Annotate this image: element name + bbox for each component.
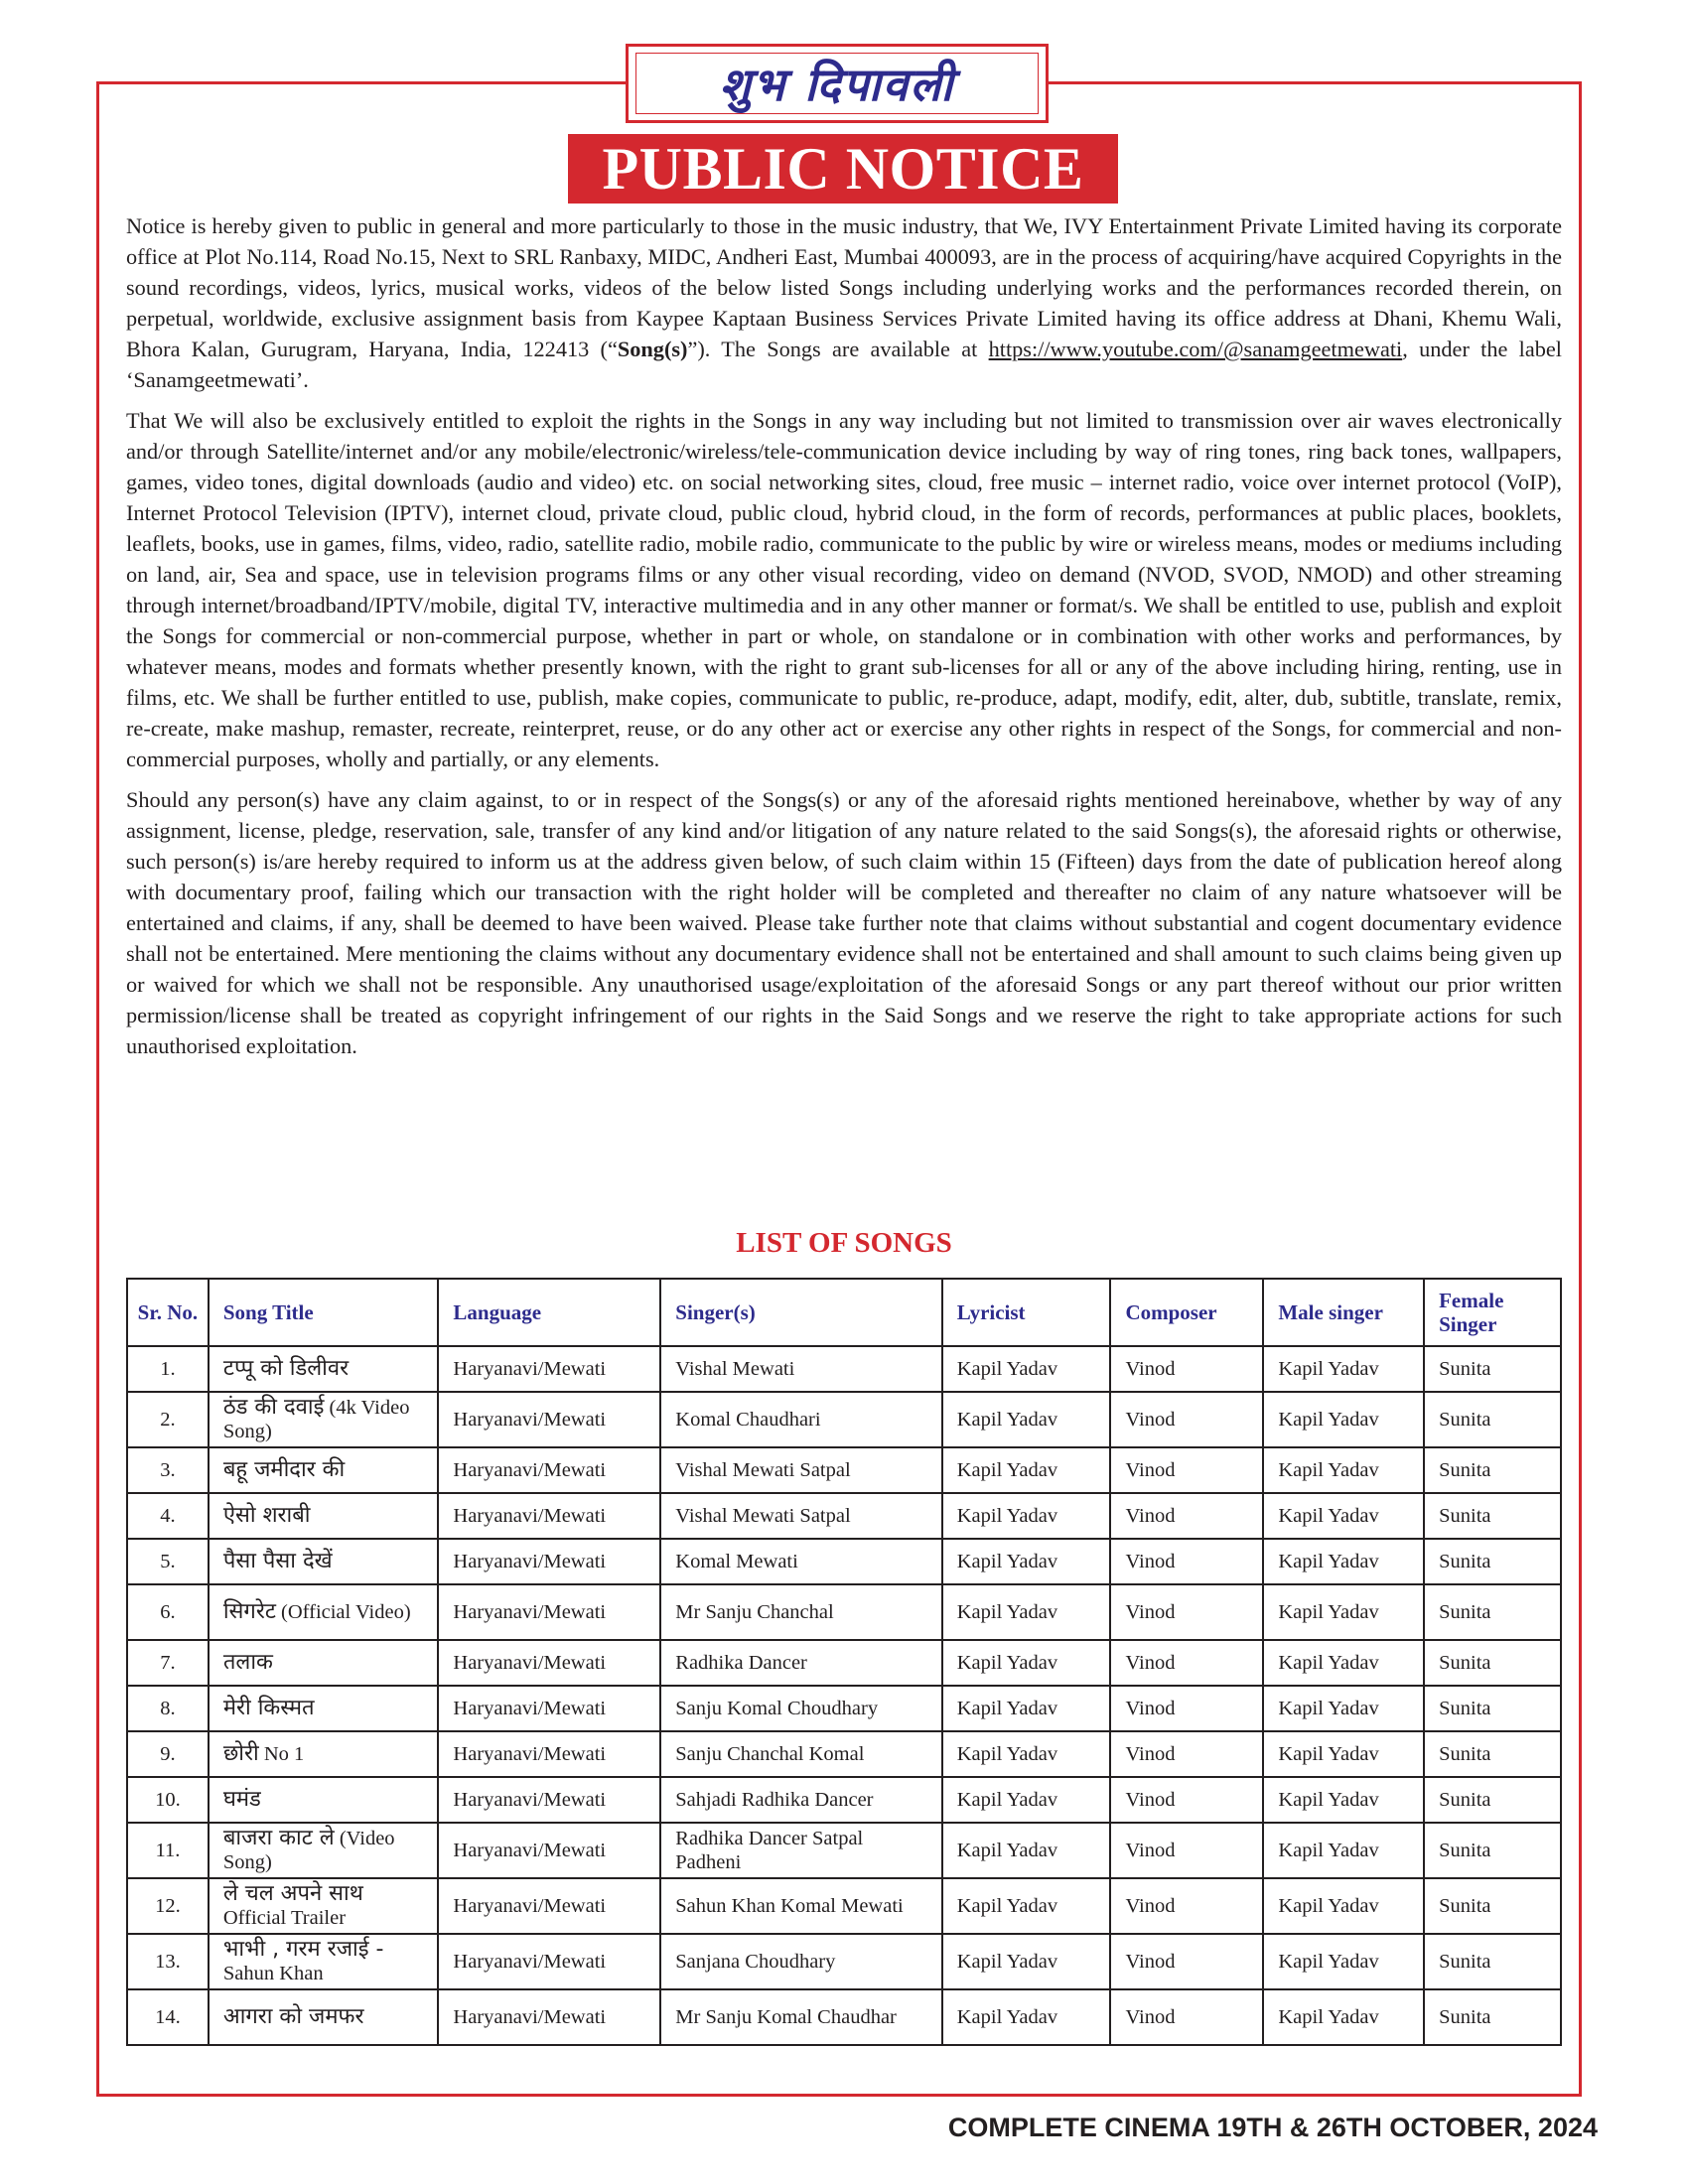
cell-sr-no: 4. [127, 1493, 209, 1539]
cell-male-singer: Kapil Yadav [1263, 1539, 1424, 1584]
cell-composer: Vinod [1110, 1493, 1263, 1539]
cell-song-title [209, 1539, 439, 1584]
para1-text-c: , under the label ‘Sanamgeetmewati’. [126, 337, 1562, 392]
table-row [127, 1686, 1561, 1731]
songs-heading: LIST OF SONGS [736, 1227, 952, 1259]
cell-song-title [209, 1447, 439, 1493]
song-title-suffix: (Official Video) [275, 1601, 411, 1623]
song-title-suffix: No 1 [258, 1743, 305, 1765]
cell-sr-no: 8. [127, 1686, 209, 1731]
cell-singers: Sanju Chanchal Komal [660, 1731, 941, 1777]
cell-sr-no: 3. [127, 1447, 209, 1493]
column-header-singers: Singer(s) [660, 1279, 941, 1346]
notice-paragraph-1 [126, 210, 1562, 395]
cell-sr-no: 10. [127, 1777, 209, 1823]
cell-language: Haryanavi/Mewati [438, 1731, 660, 1777]
song-title-hindi: छोरी [222, 1741, 259, 1766]
cell-language: Haryanavi/Mewati [438, 1640, 660, 1686]
cell-male-singer: Kapil Yadav [1263, 1823, 1424, 1878]
cell-female-singer: Sunita [1424, 1878, 1561, 1934]
cell-composer: Vinod [1110, 1640, 1263, 1686]
cell-lyricist: Kapil Yadav [942, 1686, 1111, 1731]
table-row [127, 1731, 1561, 1777]
notice-paragraph-3: Should any person(s) have any claim against, to or in respect of the Songs(s) or any of the aforesaid rights mentioned hereinabove, whether by way of any assignment, license, pledge, reservation, sale, transfer of any kind and/or litigation of any nature related to the said Songs(s), the aforesaid rights or otherwise, such person(s) is/are hereby required to inform us at the address given below, of such claim within 15 (Fifteen) days from the date of publication hereof along with documentary proof, failing which our transaction with the right holder will be completed and thereafter no claim of any nature whatsoever will be entertained and claims, if any, shall be deemed to have been waived. Please take further note that claims without substantial and cogent documentary evidence shall not be entertained. Mere mentioning the claims without any documentary evidence shall not be entertained and shall amount to such claims being given up or waived for which we shall not be responsible. Any unauthorised usage/exploitation of the aforesaid Songs or any part thereof without our prior written permission/license shall be treated as copyright infringement of our rights in the Said Songs and we reserve the right to take appropriate actions for such unauthorised exploitation. [126, 787, 1562, 1058]
cell-composer: Vinod [1110, 1584, 1263, 1640]
cell-song-title [209, 1584, 439, 1640]
cell-composer: Vinod [1110, 1934, 1263, 1989]
cell-female-singer: Sunita [1424, 1493, 1561, 1539]
cell-lyricist: Kapil Yadav [942, 1539, 1111, 1584]
cell-language: Haryanavi/Mewati [438, 1686, 660, 1731]
para1-text-b: ”). The Songs are available at [687, 337, 989, 361]
table-row [127, 1777, 1561, 1823]
cell-sr-no: 5. [127, 1539, 209, 1584]
cell-male-singer: Kapil Yadav [1263, 1878, 1424, 1934]
cell-male-singer: Kapil Yadav [1263, 1447, 1424, 1493]
cell-singers: Mr Sanju Chanchal [660, 1584, 941, 1640]
cell-language: Haryanavi/Mewati [438, 1447, 660, 1493]
cell-female-singer: Sunita [1424, 1346, 1561, 1392]
cell-female-singer: Sunita [1424, 1539, 1561, 1584]
cell-song-title [209, 1823, 439, 1878]
cell-male-singer: Kapil Yadav [1263, 1731, 1424, 1777]
cell-female-singer: Sunita [1424, 1392, 1561, 1447]
song-title-hindi: भाभी , गरम रजाई - [222, 1937, 384, 1962]
song-title-suffix: Official Trailer [222, 1907, 347, 1929]
cell-language: Haryanavi/Mewati [438, 1392, 660, 1447]
publication-footer: COMPLETE CINEMA 19TH & 26TH OCTOBER, 2024 [947, 2113, 1598, 2142]
cell-lyricist: Kapil Yadav [942, 1493, 1111, 1539]
column-header-song-title: Song Title [209, 1279, 439, 1346]
cell-male-singer: Kapil Yadav [1263, 1686, 1424, 1731]
cell-singers: Radhika Dancer [660, 1640, 941, 1686]
cell-sr-no: 9. [127, 1731, 209, 1777]
table-row [127, 1584, 1561, 1640]
table-row [127, 1447, 1561, 1493]
cell-lyricist: Kapil Yadav [942, 1447, 1111, 1493]
cell-female-singer: Sunita [1424, 1777, 1561, 1823]
cell-sr-no: 7. [127, 1640, 209, 1686]
cell-lyricist: Kapil Yadav [942, 1777, 1111, 1823]
cell-singers: Vishal Mewati [660, 1346, 941, 1392]
song-title-hindi: तलाक [222, 1650, 273, 1675]
column-header-sr-no: Sr. No. [127, 1279, 209, 1346]
song-title-suffix: Sahun Khan [222, 1963, 324, 1984]
cell-lyricist: Kapil Yadav [942, 1934, 1111, 1989]
cell-female-singer: Sunita [1424, 1989, 1561, 2045]
cell-composer: Vinod [1110, 1731, 1263, 1777]
cell-sr-no: 13. [127, 1934, 209, 1989]
cell-sr-no: 1. [127, 1346, 209, 1392]
table-row [127, 1493, 1561, 1539]
cell-song-title [209, 1934, 439, 1989]
cell-singers: Vishal Mewati Satpal [660, 1447, 941, 1493]
table-row [127, 1934, 1561, 1989]
para1-text-a: Notice is hereby given to public in general and more particularly to those in the music industry, that We, IVY Entertainment Private Limited having its corporate office at Plot No.114, Road No.15, Next to SRL Ranbaxy, MIDC, Andheri East, Mumbai 400093, are in the process of acquiring/have acquired Copyrights in the sound recordings, videos, lyrics, musical works, videos of the below listed Songs including underlying works and the performances recorded therein, on perpetual, worldwide, exclusive assignment basis from Kaypee Kaptaan Business Services Private Limited having its office address at Dhani, Khemu Wali, Bhora Kalan, Gurugram, Haryana, India, 122413 (“ [126, 213, 1562, 361]
cell-language: Haryanavi/Mewati [438, 1346, 660, 1392]
cell-male-singer: Kapil Yadav [1263, 1934, 1424, 1989]
greeting-text: शुभ दिपावली [719, 58, 955, 111]
column-header-lyricist: Lyricist [942, 1279, 1111, 1346]
cell-singers: Radhika Dancer Satpal Padheni [660, 1823, 941, 1878]
song-title-hindi: बाजरा काट ले [222, 1826, 335, 1850]
cell-lyricist: Kapil Yadav [942, 1584, 1111, 1640]
table-row [127, 1878, 1561, 1934]
cell-singers: Vishal Mewati Satpal [660, 1493, 941, 1539]
cell-composer: Vinod [1110, 1392, 1263, 1447]
cell-composer: Vinod [1110, 1823, 1263, 1878]
cell-male-singer: Kapil Yadav [1263, 1989, 1424, 2045]
cell-song-title [209, 1346, 439, 1392]
cell-composer: Vinod [1110, 1878, 1263, 1934]
cell-female-singer: Sunita [1424, 1731, 1561, 1777]
cell-language: Haryanavi/Mewati [438, 1777, 660, 1823]
song-title-hindi: आगरा को जमफर [222, 2004, 364, 2029]
cell-male-singer: Kapil Yadav [1263, 1777, 1424, 1823]
column-header-composer: Composer [1110, 1279, 1263, 1346]
cell-female-singer: Sunita [1424, 1584, 1561, 1640]
cell-lyricist: Kapil Yadav [942, 1989, 1111, 2045]
cell-language: Haryanavi/Mewati [438, 1584, 660, 1640]
cell-composer: Vinod [1110, 1346, 1263, 1392]
cell-composer: Vinod [1110, 1989, 1263, 2045]
title-banner [568, 134, 1118, 204]
cell-sr-no: 14. [127, 1989, 209, 2045]
cell-female-singer: Sunita [1424, 1686, 1561, 1731]
song-title-suffix: (4k Video Song) [222, 1397, 410, 1442]
cell-composer: Vinod [1110, 1777, 1263, 1823]
cell-language: Haryanavi/Mewati [438, 1878, 660, 1934]
cell-sr-no: 2. [127, 1392, 209, 1447]
table-row [127, 1640, 1561, 1686]
cell-lyricist: Kapil Yadav [942, 1346, 1111, 1392]
cell-lyricist: Kapil Yadav [942, 1731, 1111, 1777]
cell-male-singer: Kapil Yadav [1263, 1584, 1424, 1640]
song-title-suffix: (Video Song) [222, 1828, 395, 1873]
table-row [127, 1346, 1561, 1392]
cell-language: Haryanavi/Mewati [438, 1539, 660, 1584]
song-title-hindi: पैसा पैसा देखें [222, 1549, 333, 1573]
cell-language: Haryanavi/Mewati [438, 1934, 660, 1989]
table-row [127, 1989, 1561, 2045]
song-title-hindi: घमंड [222, 1787, 261, 1812]
song-title-hindi: ठंड की दवाई [222, 1395, 325, 1420]
cell-composer: Vinod [1110, 1686, 1263, 1731]
cell-female-singer: Sunita [1424, 1934, 1561, 1989]
cell-song-title [209, 1878, 439, 1934]
cell-language: Haryanavi/Mewati [438, 1823, 660, 1878]
cell-lyricist: Kapil Yadav [942, 1878, 1111, 1934]
cell-male-singer: Kapil Yadav [1263, 1493, 1424, 1539]
para1-bold-term: Song(s) [617, 337, 688, 361]
table-row [127, 1823, 1561, 1878]
cell-song-title [209, 1989, 439, 2045]
cell-singers: Sanjana Choudhary [660, 1934, 941, 1989]
cell-lyricist: Kapil Yadav [942, 1392, 1111, 1447]
song-title-hindi: ऐसो शराबी [222, 1503, 311, 1528]
cell-lyricist: Kapil Yadav [942, 1640, 1111, 1686]
song-title-hindi: बहू जमीदार की [222, 1457, 346, 1482]
notice-body [126, 210, 1562, 1071]
cell-female-singer: Sunita [1424, 1640, 1561, 1686]
song-title-hindi: टप्पू को डिलीवर [222, 1356, 350, 1381]
cell-song-title [209, 1686, 439, 1731]
cell-singers: Sahjadi Radhika Dancer [660, 1777, 941, 1823]
cell-song-title [209, 1493, 439, 1539]
songs-table [126, 1278, 1562, 2046]
youtube-channel-link[interactable]: https://www.youtube.com/@sanamgeetmewati [988, 337, 1403, 361]
cell-song-title [209, 1731, 439, 1777]
cell-song-title [209, 1392, 439, 1447]
cell-singers: Mr Sanju Komal Chaudhar [660, 1989, 941, 2045]
song-title-hindi: सिगरेट [222, 1599, 276, 1624]
cell-lyricist: Kapil Yadav [942, 1823, 1111, 1878]
song-title-hindi: ले चल अपने साथ [222, 1881, 363, 1906]
column-header-language: Language [438, 1279, 660, 1346]
greeting-inner-border [635, 53, 1039, 114]
cell-female-singer: Sunita [1424, 1823, 1561, 1878]
cell-singers: Komal Mewati [660, 1539, 941, 1584]
table-header-row [127, 1279, 1561, 1346]
column-header-male-singer: Male singer [1263, 1279, 1424, 1346]
cell-singers: Komal Chaudhari [660, 1392, 941, 1447]
cell-singers: Sanju Komal Choudhary [660, 1686, 941, 1731]
cell-song-title [209, 1640, 439, 1686]
cell-male-singer: Kapil Yadav [1263, 1346, 1424, 1392]
cell-sr-no: 11. [127, 1823, 209, 1878]
column-header-female-singer: Female Singer [1424, 1279, 1561, 1346]
table-row [127, 1392, 1561, 1447]
cell-language: Haryanavi/Mewati [438, 1989, 660, 2045]
table-row [127, 1539, 1561, 1584]
cell-composer: Vinod [1110, 1447, 1263, 1493]
song-title-hindi: मेरी किस्मत [222, 1696, 315, 1720]
greeting-box [626, 44, 1049, 123]
notice-paragraph-2: That We will also be exclusively entitled to exploit the rights in the Songs in any way including but not limited to transmission over air waves electronically and/or through Satellite/internet and/or any mobile/electronic/wireless/tele-communication device including by way of ring tones, ring back tones, wallpapers, games, video tones, digital downloads (audio and video) etc. on social networking sites, cloud, free music – internet radio, voice over internet protocol (VoIP), Internet Protocol Television (IPTV), internet cloud, private cloud, public cloud, hybrid cloud, in the form of records, performances at public places, booklets, leaflets, books, use in games, films, video, radio, satellite radio, mobile radio, communicate to the public by wire or wireless means, modes or mediums including on land, air, Sea and space, use in television programs films or any other visual recording, video on demand (NVOD, SVOD, NMOD) and other streaming through internet/broadband/IPTV/mobile, digital TV, interactive multimedia and in any other manner or format/s. We shall be entitled to use, publish and exploit the Songs for commercial or non-commercial purpose, whether in part or whole, on standalone or in combination with other works and performances, by whatever means, modes and formats whether presently known, with the right to grant sub-licenses for all or any of the above including hiring, renting, use in films, etc. We shall be further entitled to use, publish, make copies, communicate to public, re-produce, adapt, modify, edit, alter, dub, subtitle, translate, remix, re-create, make mashup, remaster, recreate, reinterpret, reuse, or do any other act or exercise any other rights in respect of the Songs, for commercial and non-commercial purposes, wholly and partially, or any elements. [126, 408, 1562, 771]
cell-sr-no: 12. [127, 1878, 209, 1934]
cell-singers: Sahun Khan Komal Mewati [660, 1878, 941, 1934]
cell-language: Haryanavi/Mewati [438, 1493, 660, 1539]
cell-female-singer: Sunita [1424, 1447, 1561, 1493]
cell-male-singer: Kapil Yadav [1263, 1392, 1424, 1447]
cell-composer: Vinod [1110, 1539, 1263, 1584]
page-title: PUBLIC NOTICE [602, 135, 1084, 202]
cell-male-singer: Kapil Yadav [1263, 1640, 1424, 1686]
cell-song-title [209, 1777, 439, 1823]
cell-sr-no: 6. [127, 1584, 209, 1640]
